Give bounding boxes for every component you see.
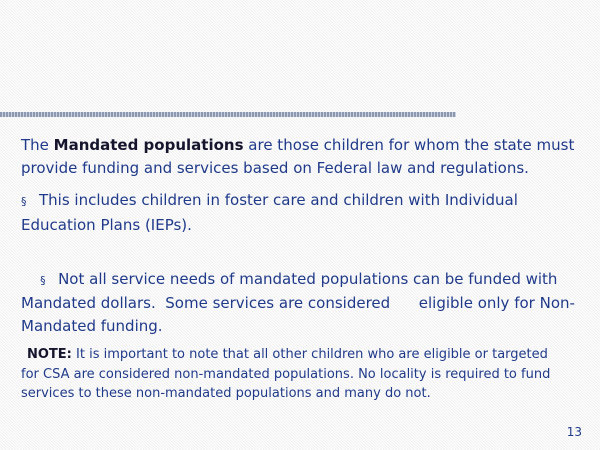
bullet-item-2 [21, 245, 577, 360]
header-divider [0, 112, 456, 117]
intro-paragraph [21, 134, 577, 179]
slide-body [21, 134, 577, 369]
bullet-marker-icon: § [21, 195, 27, 208]
bullet-item-1 [21, 189, 577, 236]
bullet-text-1: This includes children in foster care and children with Individual Education Plans (IEPs). [21, 191, 518, 234]
intro-bold-term: Mandated populations [53, 136, 244, 154]
note-label: NOTE: [27, 347, 72, 362]
intro-prefix: The [21, 136, 54, 154]
intro-suffix: are those children for whom the state must provide funding and services based on Federal law and regulations. [21, 136, 575, 177]
bullet-marker-icon: § [40, 273, 46, 287]
note-paragraph [21, 345, 566, 404]
page-number: 13 [566, 425, 582, 439]
bullet-text-2: Not all service needs of mandated populations can be funded with Mandated dollars. Some services are considered eligible only for Non-Mandated funding. [21, 269, 575, 335]
note-text: It is important to note that all other children who are eligible or targeted for CSA are considered non-mandated populations. No locality is required to fund services to these non-mandated populations and many do not. [21, 347, 551, 401]
